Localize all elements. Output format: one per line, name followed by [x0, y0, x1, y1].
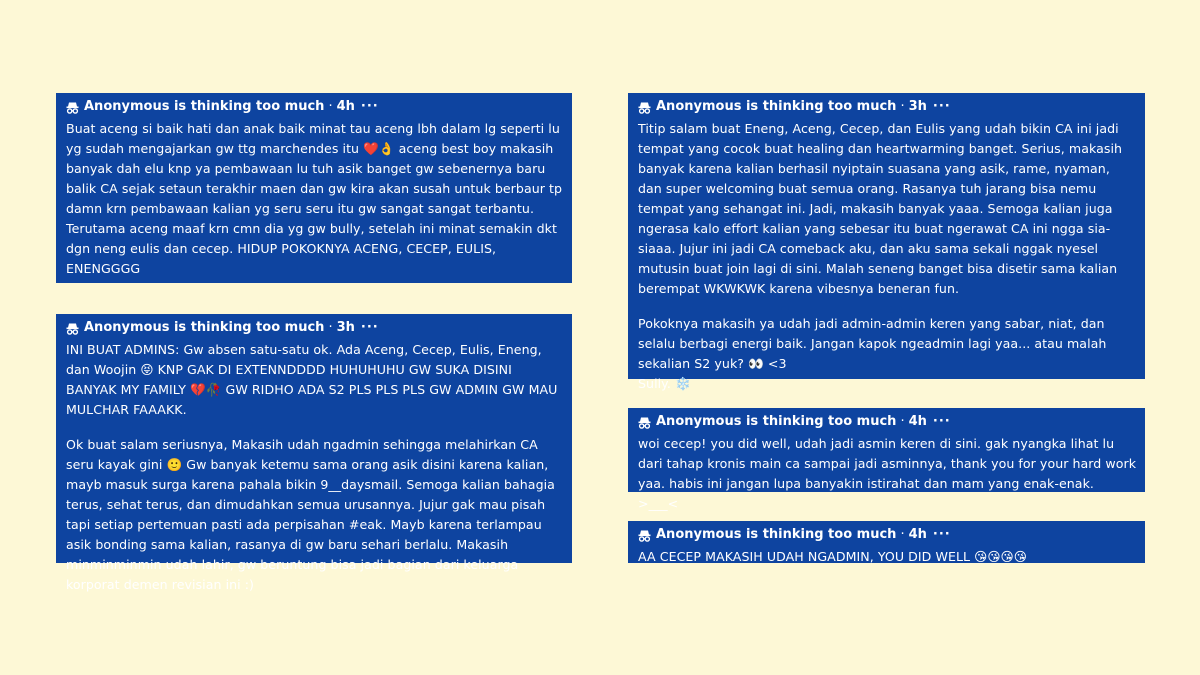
- post-time: 3h: [336, 320, 355, 335]
- post-paragraph: Ok buat salam seriusnya, Makasih udah ngadmin sehingga melahirkan CA seru kayak gini 🙂 Gw banyak ketemu sama orang asik disini karena kalian, mayb masuk surga karena pahala bikin 9__daysmail. Semoga kalian bahagia terus, sehat terus, dan dimudahkan semua urusannya. Jujur gak mau pisah tapi setiap pertemuan pasti ada perpisahan #eak. Mayb karena terlampau asik bonding sama kalian, rasanya di gw baru sehari berlalu. Makasih minminminmin udah lahir, gw beruntung bisa jadi bagian dari keluarga korporat demen revisian ini :): [66, 437, 559, 592]
- post-body: [638, 547, 1137, 567]
- post-header: [66, 97, 564, 117]
- post-time: 4h: [336, 99, 355, 114]
- post-time: 4h: [908, 414, 927, 429]
- post-card: [628, 93, 1145, 391]
- post-body: [66, 340, 564, 595]
- incognito-icon: [66, 322, 79, 335]
- separator-dot: ·: [328, 320, 333, 335]
- post-paragraph: woi cecep! you did well, udah jadi asmin keren di sini. gak nyangka lihat lu dari tahap kronis main ca sampai jadi asminnya, thank you for your hard work yaa. habis ini jangan lupa banyakin istirahat dan mam yang enak-enak. >___<: [638, 436, 1141, 511]
- post-header: [638, 525, 1137, 545]
- post-card: [628, 521, 1145, 563]
- post-paragraph: AA CECEP MAKASIH UDAH NGADMIN, YOU DID WELL 😘😘😘😘: [638, 549, 1027, 564]
- incognito-icon: [66, 101, 79, 114]
- post-paragraph: Pokoknya makasih ya udah jadi admin-admin keren yang sabar, niat, dan selalu berbagi energi baik. Jangan kapok ngeadmin lagi yaa... atau malah sekalian S2 yuk? 👀 <3 Sully. ❄️: [638, 316, 1107, 391]
- separator-dot: ·: [900, 99, 905, 114]
- more-options-icon[interactable]: ···: [360, 99, 379, 114]
- more-options-icon[interactable]: ···: [360, 320, 379, 335]
- post-author: Anonymous is thinking too much: [656, 527, 897, 542]
- post-card: [56, 314, 572, 592]
- incognito-icon: [638, 416, 651, 429]
- post-paragraph: Buat aceng si baik hati dan anak baik minat tau aceng lbh dalam lg seperti lu yg sudah mengajarkan gw ttg marchendes itu ❤️👌 aceng best boy makasih banyak dah elu knp ya pembawaan lu tuh asik banget gw sebenernya baru balik CA sejak setaun terakhir maen dan gw kira akan susah untuk berbaur tp damn krn pembawaan kalian yg seru seru itu gw sangat sangat terbantu. Terutama aceng maaf krn cmn dia yg gw bully, setelah ini minat semakin dkt dgn neng eulis dan cecep. HIDUP POKOKNYA ACENG, CECEP, EULIS, ENENGGGG: [66, 121, 567, 276]
- post-body: [66, 119, 567, 279]
- post-header: [638, 412, 1137, 432]
- post-author: Anonymous is thinking too much: [656, 99, 897, 114]
- separator-dot: ·: [328, 99, 333, 114]
- post-author: Anonymous is thinking too much: [84, 320, 325, 335]
- post-header: [66, 318, 564, 338]
- post-author: Anonymous is thinking too much: [84, 99, 325, 114]
- post-time: 3h: [908, 99, 927, 114]
- incognito-icon: [638, 529, 651, 542]
- post-paragraph: Titip salam buat Eneng, Aceng, Cecep, dan Eulis yang udah bikin CA ini jadi tempat yang cocok buat healing dan heartwarming banget. Serius, makasih banyak karena kalian berhasil nyiptain suasana yang asik, rame, nyaman, dan super welcoming buat semua orang. Rasanya tuh jarang bisa nemu tempat yang sehangat ini. Jadi, makasih banyak yaaa. Semoga kalian juga ngerasa kalo effort kalian yang sebesar itu buat ngerawat CA ini ngga sia-siaaa. Jujur ini jadi CA comeback aku, dan aku sama sekali nggak nyesel mutusin buat join lagi di sini. Malah seneng banget bisa disetir sama kalian berempat WKWKWK karena vibesnya beneran fun.: [638, 121, 1127, 296]
- post-body: [638, 119, 1137, 394]
- post-card: [628, 408, 1145, 511]
- more-options-icon[interactable]: ···: [932, 527, 951, 542]
- post-card: [56, 93, 572, 283]
- incognito-icon: [638, 101, 651, 114]
- separator-dot: ·: [900, 527, 905, 542]
- post-body: [638, 434, 1141, 514]
- more-options-icon[interactable]: ···: [932, 99, 951, 114]
- post-time: 4h: [908, 527, 927, 542]
- separator-dot: ·: [900, 414, 905, 429]
- more-options-icon[interactable]: ···: [932, 414, 951, 429]
- post-paragraph: INI BUAT ADMINS: Gw absen satu-satu ok. Ada Aceng, Cecep, Eulis, Eneng, dan Woojin 😝 KNP GAK DI EXTENNDDDD HUHUHUHU GW SUKA DISINI BANYAK MY FAMILY 💔🥀 GW RIDHO ADA S2 PLS PLS PLS GW ADMIN GW MAU MULCHAR FAAAKK.: [66, 342, 562, 417]
- post-header: [638, 97, 1137, 117]
- post-author: Anonymous is thinking too much: [656, 414, 897, 429]
